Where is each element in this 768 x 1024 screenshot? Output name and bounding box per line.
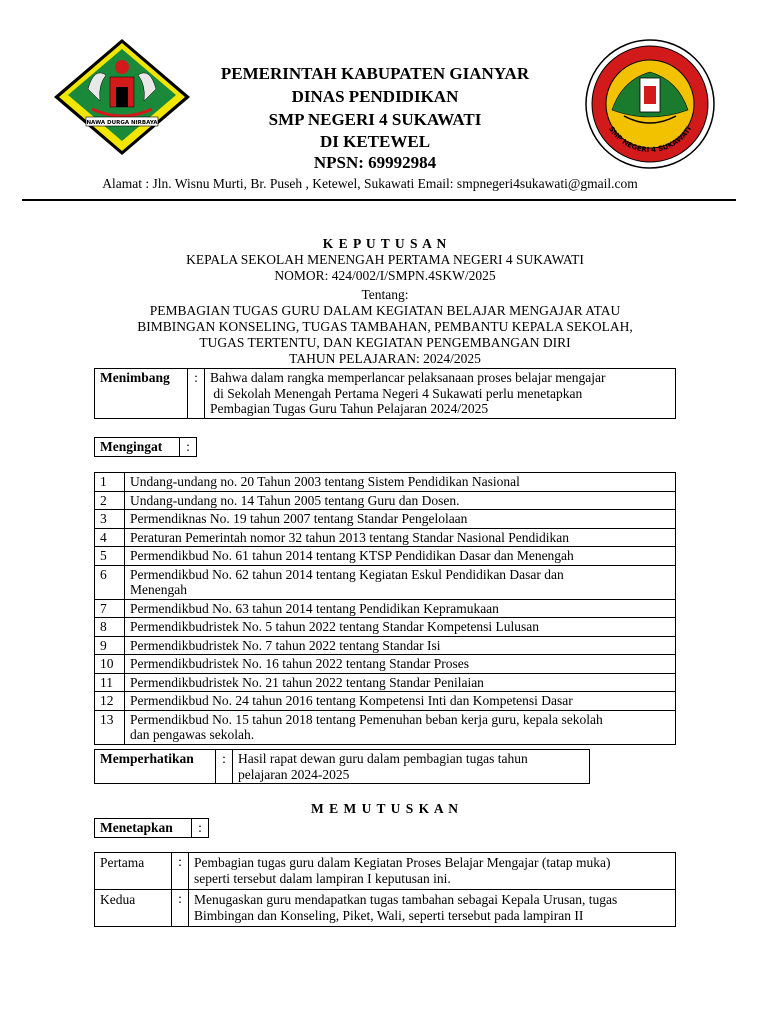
mengingat-item-line: Permendikbudristek No. 7 tahun 2022 tentang Standar Isi — [130, 637, 441, 653]
menimbang-line-2: di Sekolah Menengah Pertama Negeri 4 Sukawati perlu menetapkan — [210, 385, 583, 401]
mengingat-item-line: Permendiknas No. 19 tahun 2007 tentang Standar Pengelolaan — [130, 511, 468, 526]
menetapkan-row-label: Pertama — [95, 853, 172, 890]
decree-subject-1: PEMBAGIAN TUGAS GURU DALAM KEGIATAN BELAJAR MENGAJAR ATAU — [149, 303, 621, 318]
mengingat-item-line: dan pengawas sekolah. — [130, 727, 255, 742]
mengingat-item — [95, 636, 676, 655]
menetapkan-colon: : — [192, 819, 209, 838]
mengingat-item-text — [125, 636, 676, 655]
mengingat-item-number: 12 — [95, 692, 125, 711]
mengingat-item — [95, 692, 676, 711]
decree-heading: K E P U T U S A N — [322, 236, 448, 251]
menetapkan-row-line-2: Bimbingan dan Konseling, Piket, Wali, seperti tersebut pada lampiran II — [194, 907, 584, 923]
letterhead-divider — [22, 199, 736, 201]
mengingat-item-number: 11 — [95, 673, 125, 692]
letterhead-npsn: NPSN: 69992984 — [313, 153, 437, 172]
letterhead-line-2: DINAS PENDIDIKAN — [291, 87, 459, 106]
menimbang-colon: : — [188, 369, 205, 419]
letterhead-line-3: SMP NEGERI 4 SUKAWATI — [268, 110, 482, 129]
memperhatikan-colon: : — [216, 750, 233, 784]
mengingat-item-line: Permendikbudristek No. 5 tahun 2022 tentang Standar Kompetensi Lulusan — [130, 619, 540, 634]
mengingat-item-number: 4 — [95, 528, 125, 547]
menimbang-line-3: Pembagian Tugas Guru Tahun Pelajaran 2024/2025 — [210, 401, 489, 416]
menimbang-line-1: Bahwa dalam rangka memperlancar pelaksanaan proses belajar mengajar — [210, 370, 606, 385]
mengingat-colon: : — [180, 438, 197, 457]
decree-about: Tentang: — [361, 287, 409, 302]
memperhatikan-line-1: Hasil rapat dewan guru dalam pembagian tugas tahun — [238, 751, 528, 766]
mengingat-item — [95, 491, 676, 510]
mengingat-item-text — [125, 528, 676, 547]
mengingat-item-number: 2 — [95, 491, 125, 510]
mengingat-item-text — [125, 710, 676, 744]
mengingat-item-number: 9 — [95, 636, 125, 655]
mengingat-item — [95, 565, 676, 599]
menimbang-table — [94, 368, 676, 419]
mengingat-item-number: 13 — [95, 710, 125, 744]
mengingat-item — [95, 528, 676, 547]
gianyar-regency-logo — [52, 37, 192, 157]
menetapkan-row-colon: : — [172, 853, 189, 890]
mengingat-item-line: Permendikbudristek No. 16 tahun 2022 tentang Standar Proses — [130, 656, 469, 671]
mengingat-label-table — [94, 437, 197, 457]
mengingat-item-number: 5 — [95, 547, 125, 566]
mengingat-item — [95, 473, 676, 492]
mengingat-item-line: Permendikbud No. 61 tahun 2014 tentang KTSP Pendidikan Dasar dan Menengah — [130, 548, 574, 563]
mengingat-item — [95, 673, 676, 692]
mengingat-item — [95, 655, 676, 674]
decree-number: NOMOR: 424/002/I/SMPN.4SKW/2025 — [274, 268, 496, 283]
mengingat-item-text — [125, 491, 676, 510]
decree-issuer: KEPALA SEKOLAH MENENGAH PERTAMA NEGERI 4 SUKAWATI — [186, 252, 584, 267]
menetapkan-label-table — [94, 818, 209, 838]
menetapkan-row-kedua — [95, 890, 676, 927]
letterhead-line-1: PEMERINTAH KABUPATEN GIANYAR — [220, 64, 530, 83]
mengingat-item-text — [125, 473, 676, 492]
school-logo — [584, 38, 716, 170]
mengingat-item-number: 6 — [95, 565, 125, 599]
mengingat-item-text — [125, 673, 676, 692]
menetapkan-label: Menetapkan — [95, 819, 192, 838]
mengingat-item — [95, 599, 676, 618]
mengingat-item-number: 7 — [95, 599, 125, 618]
mengingat-item — [95, 547, 676, 566]
mengingat-item — [95, 510, 676, 529]
mengingat-item-text — [125, 618, 676, 637]
logo-right-text: SMP NEGERI 4 SUKAWATI — [606, 125, 694, 155]
menetapkan-row-content — [189, 890, 676, 927]
mengingat-item-line: Permendikbudristek No. 21 tahun 2022 tentang Standar Penilaian — [130, 674, 484, 690]
mengingat-item-line: Undang-undang no. 14 Tahun 2005 tentang Guru dan Dosen. — [130, 492, 460, 508]
mengingat-list — [94, 472, 676, 745]
menetapkan-row-content — [189, 853, 676, 890]
logo-left-motto: NAWA DURGA NIRBAYA — [86, 120, 158, 126]
mengingat-item-line: Undang-undang no. 20 Tahun 2003 tentang Sistem Pendidikan Nasional — [130, 474, 520, 489]
mengingat-item — [95, 710, 676, 744]
mengingat-item-text — [125, 599, 676, 618]
mengingat-item-text — [125, 655, 676, 674]
mengingat-item-number: 1 — [95, 473, 125, 492]
mengingat-item-text — [125, 547, 676, 566]
mengingat-item — [95, 618, 676, 637]
menimbang-content — [205, 369, 676, 419]
menetapkan-row-line-1: Pembagian tugas guru dalam Kegiatan Proses Belajar Mengajar (tatap muka) — [194, 855, 611, 870]
mengingat-item-line: Permendikbud No. 15 tahun 2018 tentang Pemenuhan beban kerja guru, kepala sekolah — [130, 711, 603, 727]
mengingat-item-line: Peraturan Pemerintah nomor 32 tahun 2013 tentang Standar Nasional Pendidikan — [130, 529, 570, 545]
mengingat-item-line: Permendikbud No. 63 tahun 2014 tentang Pendidikan Kepramukaan — [130, 600, 499, 616]
menetapkan-table — [94, 852, 676, 927]
memperhatikan-table — [94, 749, 590, 784]
menetapkan-row-line-2: seperti tersebut dalam lampiran I keputusan ini. — [194, 870, 451, 886]
menetapkan-row-colon: : — [172, 890, 189, 927]
mengingat-item-number: 3 — [95, 510, 125, 529]
school-address: Alamat : Jln. Wisnu Murti, Br. Puseh , Ketewel, Sukawati Email: smpnegeri4sukawati@gmail.com — [102, 176, 638, 191]
mengingat-item-line: Menengah — [130, 582, 187, 597]
decree-subject-2: BIMBINGAN KONSELING, TUGAS TAMBAHAN, PEMBANTU KEPALA SEKOLAH, — [137, 319, 633, 334]
mengingat-item-text — [125, 692, 676, 711]
decree-subject-3: TUGAS TERTENTU, DAN KEGIATAN PENGEMBANGAN DIRI — [199, 335, 571, 350]
menetapkan-row-label: Kedua — [95, 890, 172, 927]
menetapkan-row-line-1: Menugaskan guru mendapatkan tugas tambahan sebagai Kepala Urusan, tugas — [194, 892, 618, 907]
memperhatikan-content — [233, 750, 590, 784]
decree-subject-4: TAHUN PELAJARAN: 2024/2025 — [289, 351, 481, 366]
menetapkan-row-pertama — [95, 853, 676, 890]
letterhead-line-4: DI KETEWEL — [319, 132, 431, 151]
memutuskan-heading: M E M U T U S K A N — [311, 801, 459, 816]
menimbang-label: Menimbang — [95, 369, 188, 419]
mengingat-item-line: Permendikbud No. 24 tahun 2016 tentang Kompetensi Inti dan Kompetensi Dasar — [130, 693, 573, 708]
mengingat-item-line: Permendikbud No. 62 tahun 2014 tentang Kegiatan Eskul Pendidikan Dasar dan — [130, 566, 564, 582]
mengingat-item-number: 10 — [95, 655, 125, 674]
memperhatikan-label: Memperhatikan — [95, 750, 216, 784]
mengingat-item-number: 8 — [95, 618, 125, 637]
mengingat-item-text — [125, 510, 676, 529]
mengingat-item-text — [125, 565, 676, 599]
memperhatikan-line-2: pelajaran 2024-2025 — [238, 766, 350, 782]
mengingat-label: Mengingat — [95, 438, 180, 457]
